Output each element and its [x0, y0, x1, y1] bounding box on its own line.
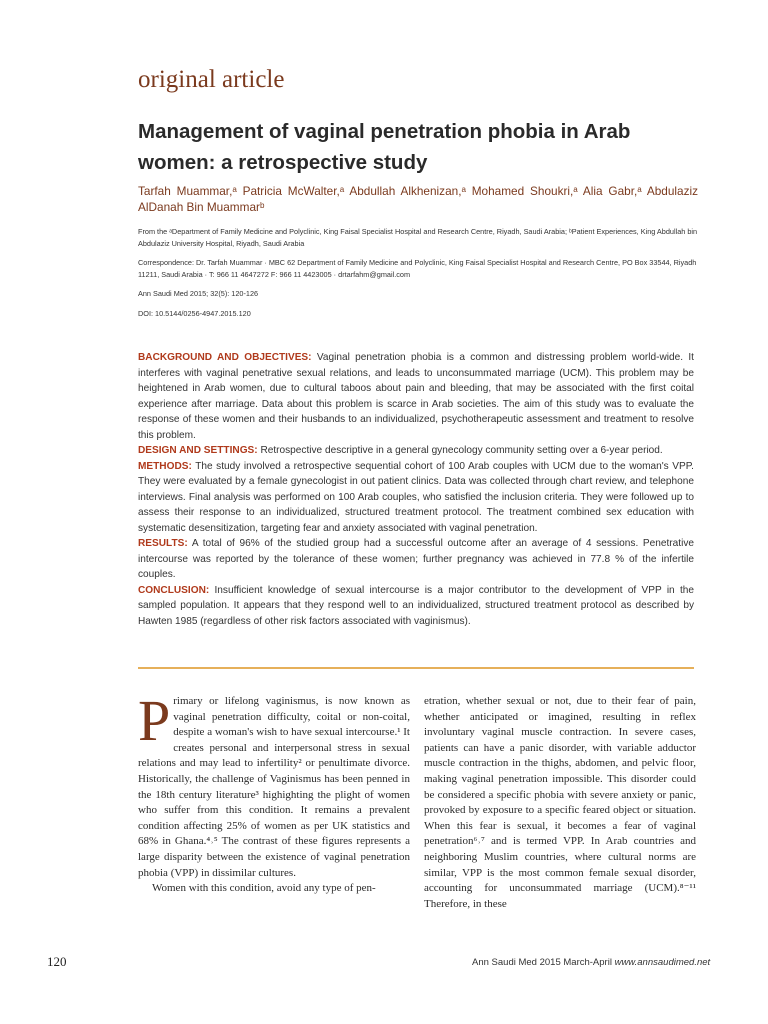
abstract-methods [138, 459, 694, 537]
body-column-left [138, 688, 410, 897]
abstract-background-label: BACKGROUND AND OBJECTIVES: [138, 352, 312, 363]
abstract-conclusion [138, 583, 694, 630]
abstract-background [138, 350, 694, 443]
affiliations: From the ᵃDepartment of Family Medicine and Polyclinic, King Faisal Specialist Hospital and Research Centre, Riyadh, Saudi Arabia; ᵇPatient Experiences, King Abdullah bin Abdulaziz University Hospital, Riyadh, Saudi Arabia [138, 227, 698, 248]
abstract-methods-text: The study involved a retrospective sequential cohort of 100 Arab couples with UCM due to the woman's VPP. They were evaluated by a female gynecologist in out patient clinics. Data was collected through chart review, and telephone interviews. Final analysis was performed on 100 Arab couples, who satisfied the inclusion criteria. They were followed up to assess their response to an individualized, structured treatment protocol. The treatment combined sex education with systematic desensitization, targeting fear and anxiety associated with vaginal penetration. [138, 460, 694, 534]
doi[interactable]: DOI: 10.5144/0256-4947.2015.120 [138, 309, 251, 318]
drop-cap: P [138, 688, 171, 753]
abstract-design-label: DESIGN AND SETTINGS: [138, 445, 258, 456]
intro-paragraph-2: Women with this condition, avoid any type of pen- [152, 882, 376, 895]
body-column-right [424, 694, 696, 912]
abstract-background-text: Vaginal penetration phobia is a common and distressing problem world-wide. It interferes with vaginal penetrative sexual relations, and leads to unconsummated marriage (UCM). This problem may be heightened in Arab women, due to cultural taboos about pain and bleeding, that may be associated with the first coital experience after marriage. Data about this problem is scarce in Arab societies. The aim of this study was to evaluate the response of these women and their husbands to an individualized, psychotherapeutic assessment and treatment to resolve this problem. [138, 352, 694, 441]
abstract-results-text: A total of 96% of the studied group had a successful outcome after an average of 4 sessions. Penetrative intercourse was reported by the tolerance of these women; further pregnancy was achieved in 77.8 % of the infertile couples. [138, 538, 694, 580]
abstract-results [138, 536, 694, 583]
abstract-design-text: Retrospective descriptive in a general gynecology community setting over a 6-year period. [257, 445, 663, 456]
section-label: original article [138, 66, 285, 93]
section-divider [138, 667, 694, 669]
abstract-design [138, 443, 694, 459]
journal-url[interactable]: www.annsaudimed.net [614, 957, 711, 968]
page-number: 120 [47, 954, 67, 969]
journal-issue: Ann Saudi Med 2015 March-April [472, 957, 612, 968]
abstract-results-label: RESULTS: [138, 538, 188, 549]
abstract-conclusion-text: Insufficient knowledge of sexual intercourse is a major contributor to the development of VPP in the sampled population. It appears that they respond well to an individualized, structured treatment protocol as described by Hawten 1985 (regardless of other risk factors associated with vaginismus). [138, 584, 694, 627]
abstract-conclusion-label: CONCLUSION: [138, 584, 210, 596]
correspondence: Correspondence: Dr. Tarfah Muammar · MBC 62 Department of Family Medicine and Polyclinic, King Faisal Specialist Hospital and Research Centre, PO Box 33544, Riyadh 11211, Saudi Arabia · T: 966 11 4647272 F: 966 11 4423005 · drtarfahm@gmail.com [138, 258, 697, 279]
intro-paragraph-1 [138, 688, 410, 881]
abstract [138, 350, 694, 629]
abstract-methods-label: METHODS: [138, 460, 192, 472]
author-list: Tarfah Muammar,ᵃ Patricia McWalter,ᵃ Abdullah Alkhenizan,ᵃ Mohamed Shoukri,ᵃ Alia Gabr,ᵃ Abdulaziz AlDanah Bin Muammarᵇ [138, 184, 698, 214]
intro-paragraph-1-text: rimary or lifelong vaginismus, is now known as vaginal penetration difficulty, coital or non-coital, despite a woman's wish to have sexual intercourse.¹ It creates personal and interpersonal stress in sexual relations and may lead to infertility² or penultimate divorce. Historically, the challenge of Vaginismus has been penned in the 18th century literature³ highighting the plight of women who suffer from this condition. It remains a prevalent condition affecting 25% of women as per UK statistics and 68% in Ghana.⁴˒⁵ The contrast of these figures represents a large disparity between the existence of vaginal penetration phobia (VPP) in dissimilar cultures. [138, 695, 410, 879]
article-title: Management of vaginal penetration phobia in Arab women: a retrospective study [138, 120, 631, 174]
intro-paragraph-continued: etration, whether sexual or not, due to their fear of pain, whether anticipated or imagined, resulting in reflex involuntary vaginal muscle contraction. In severe cases, patients can have a panic disorder, with variable adductor muscle contraction in the thighs, abdomen, and pelvic floor, making vaginal penetration impossible. This disorder could be considered a specific phobia with severe anxiety or panic, provoked by exposure to a specific feared object or situation. When this fear is sexual, it becomes a fear of vaginal penetration⁶˒⁷ and is termed VPP. In Arab countries and neighboring Muslim countries, where cultural norms are similar, VPP is the most common female sexual disorder, accounting for unconsummated marriage (UCM).⁸⁻¹¹ Therefore, in these [424, 695, 696, 910]
citation: Ann Saudi Med 2015; 32(5): 120-126 [138, 289, 259, 298]
journal-footer [472, 957, 710, 968]
